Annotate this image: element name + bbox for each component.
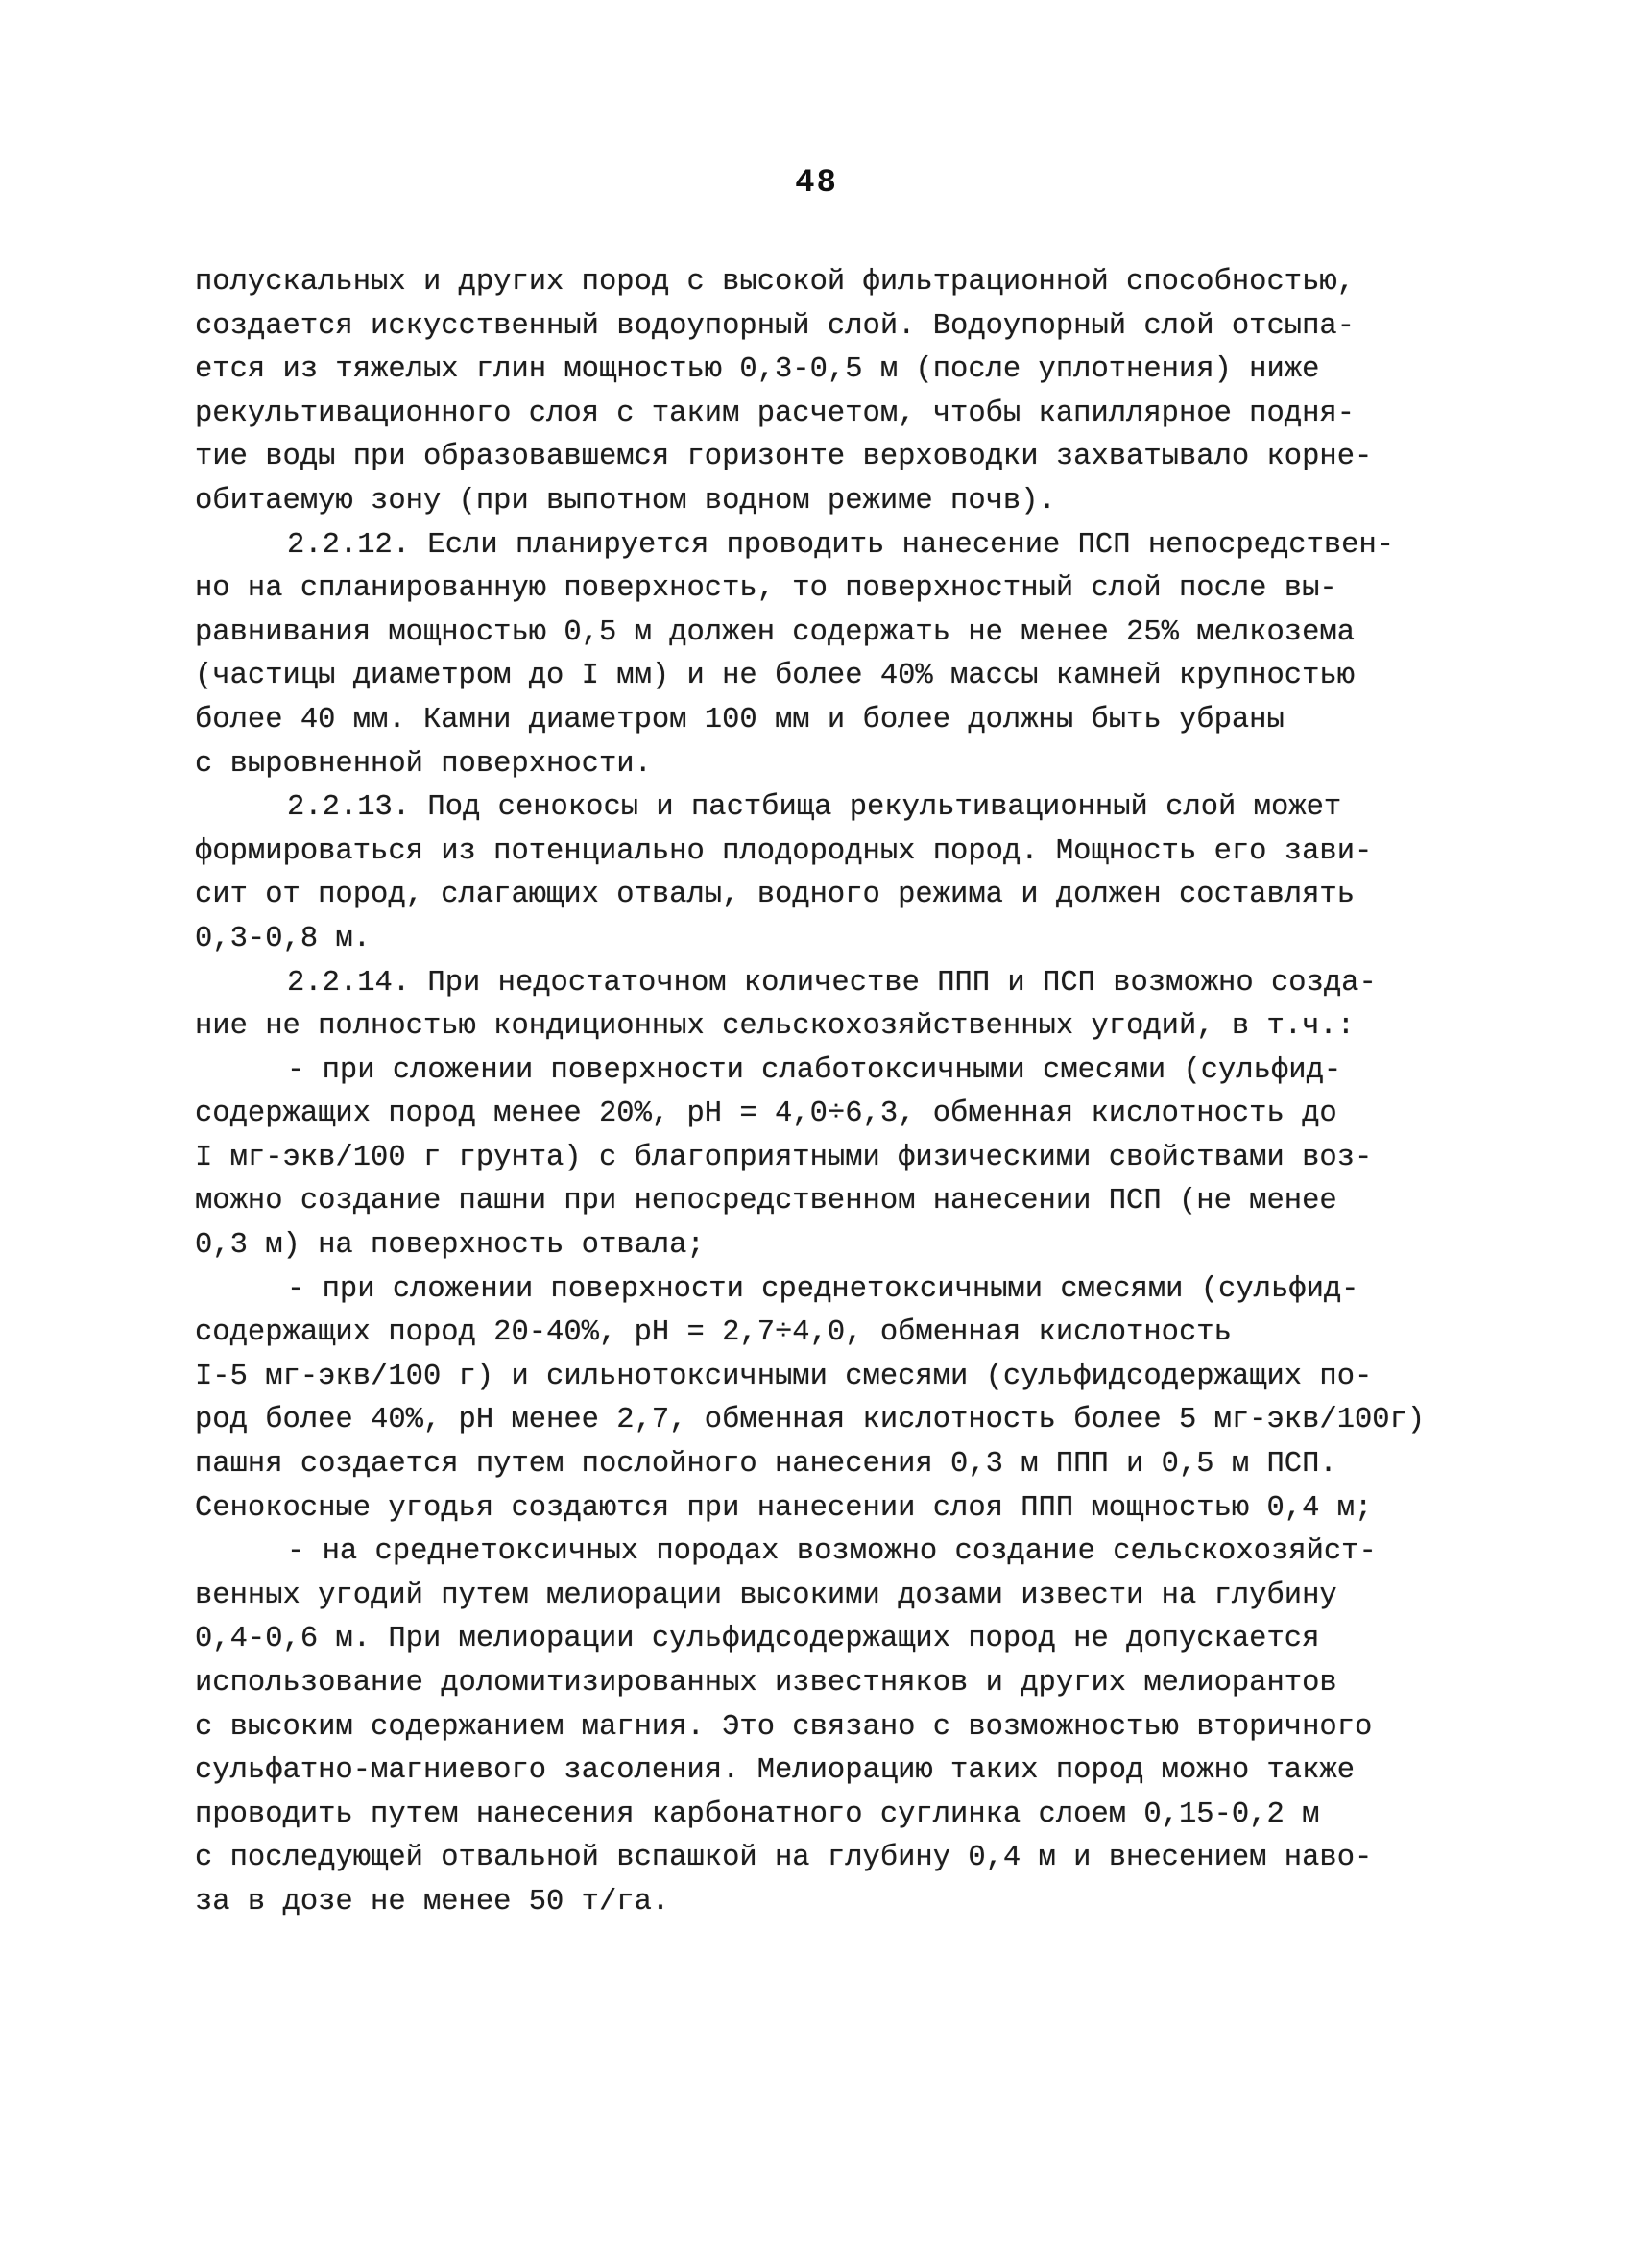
text-line: пашня создается путем послойного нанесения 0,3 м ППП и 0,5 м ПСП. xyxy=(195,1448,1337,1482)
text-line: тие воды при образовавшемся горизонте верховодки захватывало корне- xyxy=(195,441,1373,474)
text-line: 2.2.14. При недостаточном количестве ППП и ПСП возможно созда- xyxy=(287,966,1377,1000)
text-line: равнивания мощностью 0,5 м должен содержать не менее 25% мелкозема xyxy=(195,615,1355,649)
text-line: - на среднетоксичных породах возможно создание сельскохозяйст- xyxy=(287,1535,1377,1569)
text-line: род более 40%, рН менее 2,7, обменная кислотность более 5 мг-экв/100г) xyxy=(195,1404,1426,1437)
text-line: проводить путем нанесения карбонатного суглинка слоем 0,15-0,2 м xyxy=(195,1798,1320,1831)
text-line: венных угодий путем мелиорации высокими дозами извести на глубину xyxy=(195,1579,1337,1612)
text-line: полускальных и других пород с высокой фильтрационной способностью, xyxy=(195,266,1355,299)
text-line: Сенокосные угодья создаются при нанесении слоя ППП мощностью 0,4 м; xyxy=(195,1491,1373,1525)
text-line: использование доломитизированных известняков и других мелиорантов xyxy=(195,1667,1337,1700)
text-line: обитаемую зону (при выпотном водном режиме почв). xyxy=(195,484,1056,518)
text-line: ние не полностью кондиционных сельскохозяйственных угодий, в т.ч.: xyxy=(195,1010,1355,1044)
text-line: 2.2.12. Если планируется проводить нанесение ПСП непосредствен- xyxy=(287,528,1395,562)
text-line: 0,4-0,6 м. При мелиорации сульфидсодержащих пород не допускается xyxy=(195,1623,1320,1656)
text-line: ется из тяжелых глин мощностью 0,3-0,5 м (после уплотнения) ниже xyxy=(195,353,1320,387)
text-line: сит от пород, слагающих отвалы, водного режима и должен составлять xyxy=(195,879,1355,912)
text-line: формироваться из потенциально плодородных пород. Мощность его зави- xyxy=(195,834,1373,868)
text-line: рекультивационного слоя с таким расчетом, чтобы капиллярное подня- xyxy=(195,397,1355,430)
text-line: сульфатно-магниевого засоления. Мелиорацию таких пород можно также xyxy=(195,1754,1355,1788)
text-line: - при сложении поверхности среднетоксичными смесями (сульфид- xyxy=(287,1272,1359,1306)
text-line: создается искусственный водоупорный слой. Водоупорный слой отсыпа- xyxy=(195,309,1355,343)
text-line: но на спланированную поверхность, то поверхностный слой после вы- xyxy=(195,572,1337,606)
text-line: более 40 мм. Камни диаметром 100 мм и более должны быть убраны xyxy=(195,703,1285,736)
text-line: 0,3 м) на поверхность отвала; xyxy=(195,1229,705,1263)
text-line: I мг-экв/100 г грунта) с благоприятными физическими свойствами воз- xyxy=(195,1141,1373,1174)
text-line: можно создание пашни при непосредственном нанесении ПСП (не менее xyxy=(195,1185,1337,1218)
text-line: содержащих пород 20-40%, рН = 2,7÷4,0, обменная кислотность xyxy=(195,1316,1232,1350)
text-line: (частицы диаметром до I мм) и не более 40% массы камней крупностью xyxy=(195,660,1355,693)
text-line: с высоким содержанием магния. Это связано с возможностью вторичного xyxy=(195,1710,1373,1744)
text-line: за в дозе не менее 50 т/га. xyxy=(195,1885,670,1918)
body-text xyxy=(195,261,1481,1925)
text-line: 2.2.13. Под сенокосы и пастбища рекультивационный слой может xyxy=(287,791,1342,825)
text-line: - при сложении поверхности слаботоксичными смесями (сульфид- xyxy=(287,1053,1342,1087)
page-number: 48 xyxy=(795,165,838,202)
text-line: содержащих пород менее 20%, рН = 4,0÷6,3, обменная кислотность до xyxy=(195,1098,1337,1131)
text-line: I-5 мг-экв/100 г) и сильнотоксичными смесями (сульфидсодержащих по- xyxy=(195,1360,1373,1393)
text-line: с последующей отвальной вспашкой на глубину 0,4 м и внесением наво- xyxy=(195,1842,1373,1875)
text-line: 0,3-0,8 м. xyxy=(195,922,372,955)
text-line: с выровненной поверхности. xyxy=(195,747,652,781)
